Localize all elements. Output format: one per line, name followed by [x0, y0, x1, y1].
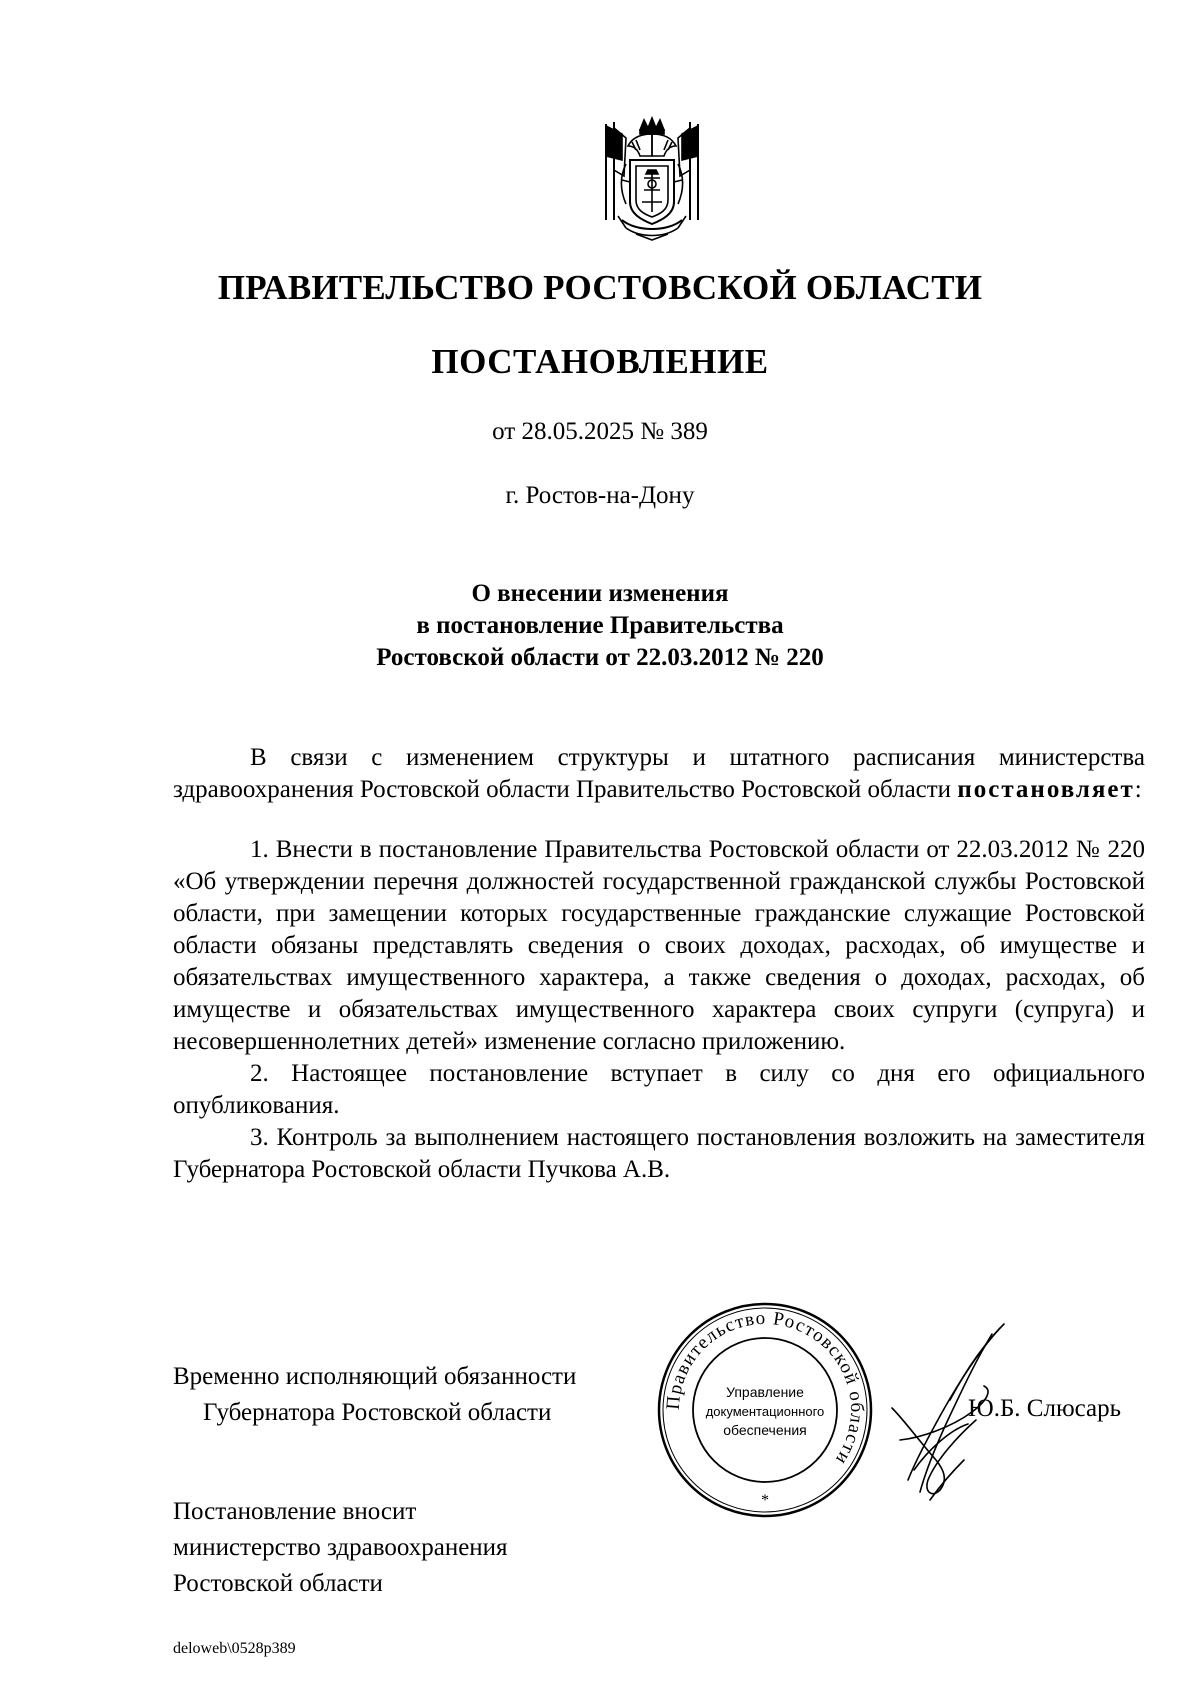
signer-position-line: Губернатора Ростовской области [203, 1399, 552, 1426]
item-paragraph-1: 1. Внести в постановление Правительства Ростовской области от 22.03.2012 № 220 «Об утверждении перечня должностей государственной гражданской службы Ростовской области, при замещении которых государственные гражданские служащие Ростовской области обязаны представлять сведения о своих доходах, расходах, об имуществе и обязательствах имущественного характера, а также сведения о доходах, расходах, об имуществе и обязательствах имущественного характера своих супруги (супруга) и несовершеннолетних детей» изменение согласно приложению. [173, 836, 1145, 1055]
signer-position-line: Временно исполняющий обязанности [173, 1363, 577, 1390]
introducing-authority [173, 1494, 508, 1602]
item-paragraph-3: 3. Контроль за выполнением настоящего постановления возложить на заместителя Губернатора Ростовской области Пучкова А.В. [173, 1124, 1145, 1183]
document-date-number: от 28.05.2025 № 389 [492, 418, 708, 445]
preamble-colon: : [1134, 776, 1142, 803]
subject-line: Ростовской области от 22.03.2012 № 220 [376, 644, 824, 671]
introducer-line: Ростовской области [173, 1570, 383, 1597]
stamp-ring-text: Правительство Ростовской области [662, 1307, 868, 1470]
item-paragraph-2: 2. Настоящее постановление вступает в силу со дня его официального опубликования. [173, 1060, 1145, 1119]
stamp-inner-line: обеспечения [723, 1422, 807, 1438]
subject-line: О внесении изменения [471, 580, 729, 607]
signer-position [173, 1359, 576, 1431]
organization-title: ПРАВИТЕЛЬСТВО РОСТОВСКОЙ ОБЛАСТИ [217, 268, 983, 307]
document-body [173, 742, 1145, 1186]
document-registry-code: deloweb\0528p389 [173, 1640, 296, 1657]
preamble-text: В связи с изменением структуры и штатного расписания министерства здравоохранения Ростовской области Правительство Ростовской области [173, 744, 1145, 803]
preamble-paragraph [173, 742, 1145, 806]
resolves-keyword: постановляет [957, 776, 1135, 803]
stamp-inner-line: Управление [726, 1384, 804, 1400]
introducer-line: Постановление вносит [173, 1498, 417, 1525]
stamp-star-icon: * [761, 1492, 769, 1509]
document-city: г. Ростов-на-Дону [505, 482, 695, 509]
subject-line: в постановление Правительства [416, 612, 784, 639]
introducer-line: министерство здравоохранения [173, 1534, 508, 1561]
document-subject [0, 578, 1200, 674]
coat-of-arms-icon [596, 116, 708, 244]
official-stamp [655, 1300, 875, 1520]
stamp-inner-line: документационного [705, 1404, 825, 1419]
document-type: ПОСТАНОВЛЕНИЕ [431, 342, 769, 381]
signer-name: Ю.Б. Слюсарь [968, 1395, 1122, 1422]
